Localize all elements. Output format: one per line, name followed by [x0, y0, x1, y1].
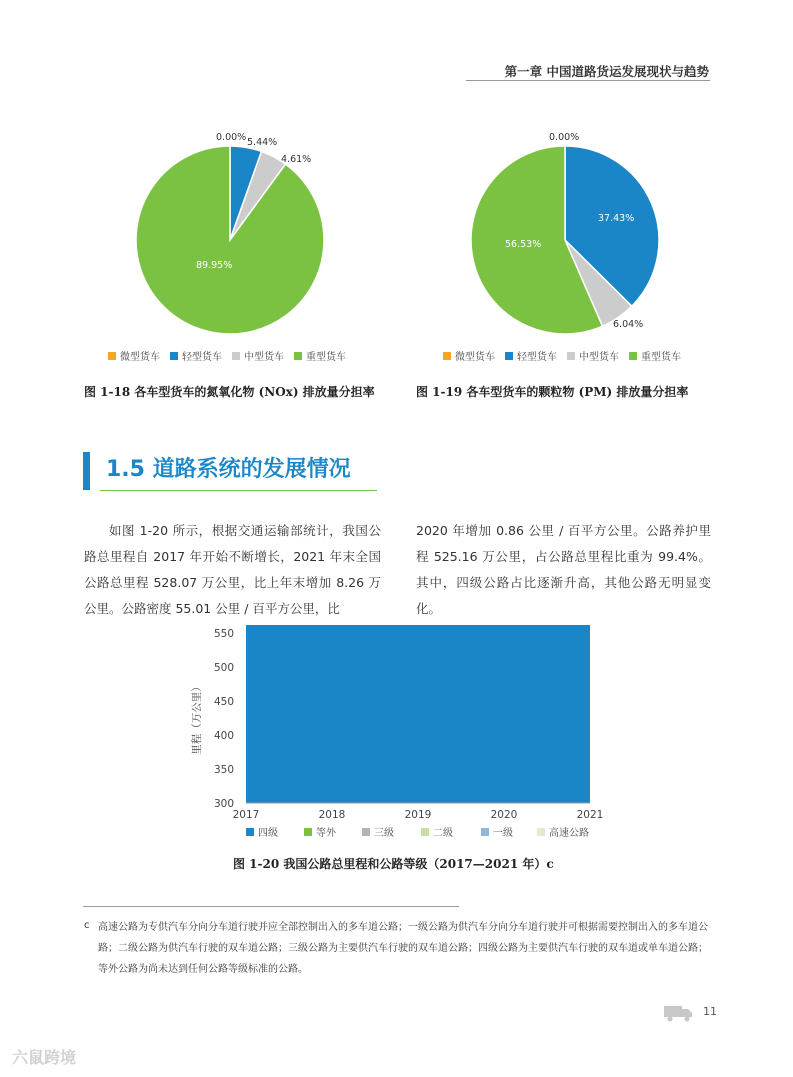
legend-label-light: 轻型货车: [517, 352, 557, 363]
legend-label-micro: 微型货车: [120, 352, 160, 363]
legend-label-heavy: 重型货车: [306, 352, 346, 363]
x-tick-label: 2017: [232, 809, 260, 821]
figure-caption-1-19: 图 1-19 各车型货车的颗粒物 (PM) 排放量分担率: [416, 385, 689, 399]
footnote-text: 高速公路为专供汽车分向分车道行驶并应全部控制出入的多车道公路；一级公路为供汽车分向分车道行驶并可根据需要控制出入的多车道公路；二级公路为供汽车行驶的双车道公路；三级公路为主要供汽车行驶的双车道公路；四级公路为主要供汽车行驶的双车道或单车道公路；等外公路为尚未达到任何公路等级标准的公路。: [98, 922, 708, 975]
pie1-slice-heavy: [136, 146, 324, 334]
legend-swatch: [421, 828, 429, 836]
legend-label: 三级: [374, 828, 394, 839]
legend-item-micro: [108, 348, 160, 363]
legend-item-light: [505, 348, 557, 363]
legend-swatch-light: [505, 352, 513, 360]
legend-item-medium: [232, 348, 284, 363]
y-tick-label: 300: [213, 798, 234, 810]
y-tick-label: 450: [213, 696, 234, 708]
y-tick-label: 550: [213, 628, 234, 640]
pie2-label-medium: 6.04%: [613, 319, 644, 330]
legend-label: 二级: [433, 828, 453, 839]
legend-label: 高速公路: [549, 828, 589, 839]
pie1-legend: [108, 348, 346, 363]
pie2-label-light: 37.43%: [598, 213, 635, 224]
area-chart-road-mileage: [180, 625, 610, 845]
truck-icon: [664, 1004, 694, 1022]
legend-label-medium: 中型货车: [244, 352, 284, 363]
body-right-column: [416, 518, 711, 622]
legend-label-heavy: 重型货车: [641, 352, 681, 363]
legend-swatch-heavy: [629, 352, 637, 360]
legend-swatch: [304, 828, 312, 836]
legend-swatch-micro: [108, 352, 116, 360]
legend-swatch: [362, 828, 370, 836]
y-tick-label: 400: [213, 730, 234, 742]
legend-swatch: [537, 828, 545, 836]
pie1-label-medium: 4.61%: [281, 154, 312, 165]
x-tick-label: 2021: [576, 809, 604, 821]
x-tick-label: 2019: [404, 809, 432, 821]
legend-item-micro: [443, 348, 495, 363]
pie1-label-micro: 0.00%: [216, 132, 247, 143]
legend-label: 等外: [316, 828, 336, 839]
x-tick-label: 2018: [318, 809, 346, 821]
chapter-header: 第一章 中国道路货运发展现状与趋势: [504, 64, 709, 79]
footnote-mark: c: [84, 920, 90, 931]
pie2-legend: [443, 348, 681, 363]
legend-label-medium: 中型货车: [579, 352, 619, 363]
legend-swatch-medium: [567, 352, 575, 360]
legend-swatch: [246, 828, 254, 836]
legend-item-heavy: [629, 348, 681, 363]
footnote-rule: [83, 906, 459, 907]
x-tick-label: 2020: [490, 809, 518, 821]
watermark-text: 六鼠跨境: [12, 1048, 77, 1067]
section-accent-bar: [83, 452, 90, 490]
legend-item-heavy: [294, 348, 346, 363]
figure-caption-1-20: 图 1-20 我国公路总里程和公路等级（2017—2021 年）c: [233, 857, 554, 871]
pie1-label-light: 5.44%: [247, 137, 278, 148]
legend-item-medium: [567, 348, 619, 363]
legend-swatch: [481, 828, 489, 836]
pie2-label-heavy: 56.53%: [505, 239, 542, 250]
body-left-column: [84, 518, 381, 622]
body-paragraph-left: 如图 1-20 所示，根据交通运输部统计，我国公路总里程自 2017 年开始不断增长，2021 年末全国公路总里程 528.07 万公里，比上年末增加 8.26 万公里。公路密度 55.01 公里 / 百平方公里，比: [84, 523, 381, 616]
legend-label-light: 轻型货车: [182, 352, 222, 363]
legend-label: 一级: [493, 828, 513, 839]
pie1-label-heavy: 89.95%: [196, 260, 233, 271]
legend-label: 四级: [258, 828, 278, 839]
pie2-label-micro: 0.00%: [549, 132, 580, 143]
page-number: 11: [703, 1005, 717, 1018]
section-underline: [100, 490, 377, 491]
figure-caption-1-18: 图 1-18 各车型货车的氮氧化物 (NOx) 排放量分担率: [84, 385, 375, 399]
body-paragraph-right: 2020 年增加 0.86 公里 / 百平方公里。公路养护里程 525.16 万公里，占公路总里程比重为 99.4%。其中，四级公路占比逐渐升高，其他公路无明显变化。: [416, 523, 711, 616]
legend-swatch-micro: [443, 352, 451, 360]
legend-label-micro: 微型货车: [455, 352, 495, 363]
legend-swatch-light: [170, 352, 178, 360]
y-tick-label: 500: [213, 662, 234, 674]
pie-chart-pm: [465, 140, 665, 340]
area-series-0: [246, 625, 590, 803]
legend-swatch-heavy: [294, 352, 302, 360]
y-axis-label: 里程（万公里）: [191, 681, 203, 755]
y-tick-label: 350: [213, 764, 234, 776]
legend-item-light: [170, 348, 222, 363]
section-title: 1.5 道路系统的发展情况: [106, 457, 351, 482]
header-rule: [466, 80, 710, 81]
pie-chart-nox: [130, 140, 330, 340]
legend-swatch-medium: [232, 352, 240, 360]
